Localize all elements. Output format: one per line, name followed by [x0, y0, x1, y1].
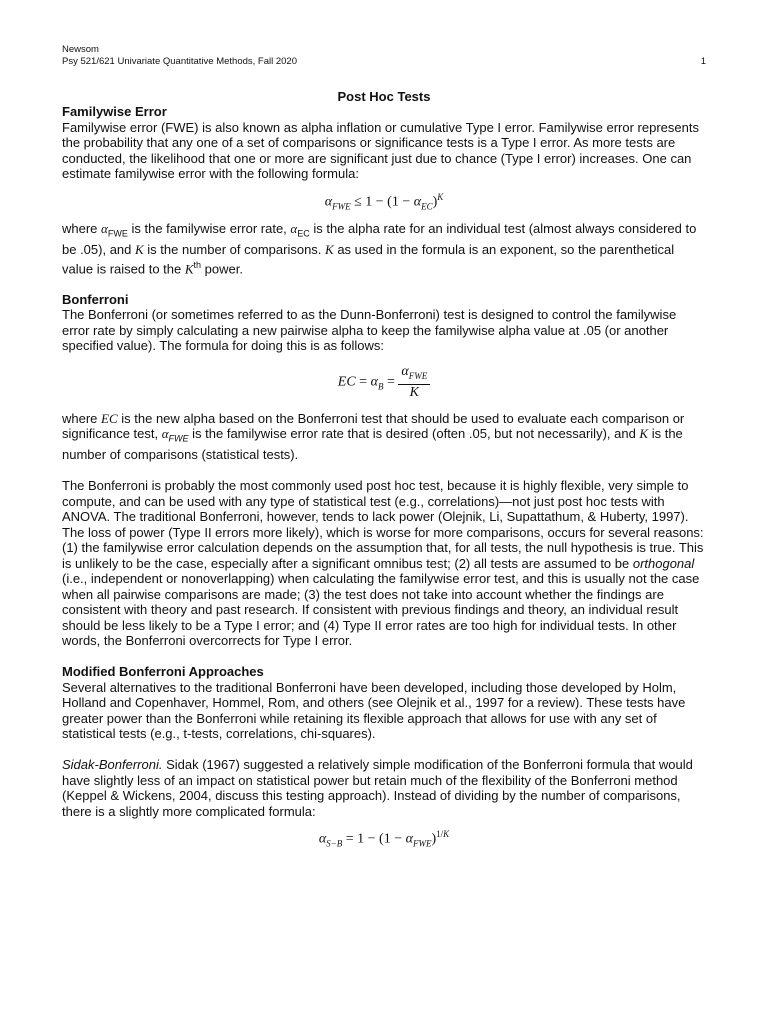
bonferroni-paragraph-3: The Bonferroni is probably the most commonly used post hoc test, because it is highly flexible, very simple to compute, and can be used with any type of statistical test (e.g., correlations)—not just post hoc tests with ANOVA. The traditional Bonferroni, however, tends to lack power (Olejnik, Li, Supattathum, & Huberty, 1997). The loss of power (Type II errors more likely), which is worse for more comparisons, occurs for several reasons: (1) the familywise error calculation depends on the assumption that, for all tests, the null hypothesis is true. This is unlikely to be the case, especially after a significant omnibus test; (2) all tests are assumed to be orthogonal (i.e., independent or nonoverlapping) when calculating the familywise error test, and this is usually not the case when all pairwise comparisons are made; (3) the test does not take into account whether the findings are consistent with theory and past research. If consistent with previous findings and theory, an individual result should be less likely to be a Type I error; and (4) Type II error rates are too high for individual tests. In other words, the Bonferroni overcorrects for Type I error.	[62, 478, 704, 649]
formula-sidak: $\alpha_{S-B} = 1 - (1 - \alpha_{FWE})^{1/K}$	[318, 829, 450, 849]
page-number: 1	[700, 56, 706, 67]
heading-modified-bonferroni: Modified Bonferroni Approaches	[62, 664, 264, 680]
formula-bonferroni: EC = $\alpha_B$ = $\frac{\alpha_{FWE}}{K}$	[62, 364, 706, 401]
modified-paragraph-1: Several alternatives to the traditional Bonferroni have been developed, including those developed by Holm, Holland and Copenhaver, Hommel, Rom, and others (see Olejnik et al., 1997 for a review). These tests have greater power than the Bonferroni while retaining its flexible approach that allows for use with any set of statistical tests (e.g., t-tests, correlations, chi-squares).	[62, 679, 686, 742]
header-author: Newsom	[62, 44, 99, 55]
heading-bonferroni: Bonferroni	[62, 291, 129, 307]
formula-fwe: $\alpha_{FWE} \le 1 - (1 - \alpha_{EC})^K$	[324, 191, 444, 211]
document-page	[62, 44, 706, 859]
heading-familywise-error: Familywise Error	[62, 104, 167, 119]
fwe-paragraph-2: where $\alpha_{FWE}$ is the familywise error rate, $\alpha_{EC}$ is the alpha rate for an individual test (almost always considered to be .05), and K is the number of comparisons. K as used in the formula is an exponent, so the parenthetical value is raised to the $K^{th}$ power.	[62, 220, 697, 276]
sidak-paragraph: Sidak-Bonferroni. Sidak (1967) suggested a relatively simple modification of the Bonferroni formula that would have slightly less of an impact on statistical power but retain much of the flexibility of the Bonferroni method (Keppel & Wickens, 2004, discuss this testing approach). Instead of dividing by the number of comparisons, there is a slightly more complicated formula:	[62, 757, 693, 819]
document-title: Post Hoc Tests	[337, 89, 431, 104]
bonferroni-paragraph-1: The Bonferroni (or sometimes referred to as the Dunn-Bonferroni) test is designed to control the familywise error rate by simply calculating a new pairwise alpha to keep the familywise alpha value at .05 (or another specified value). The formula for doing this is as follows:	[62, 307, 677, 354]
bonferroni-paragraph-2: where EC is the new alpha based on the Bonferroni test that should be used to evaluate each comparison or significance test, $\alpha_{FWE}$ is the familywise error rate that is desired (often .05, but not necessarily), and K is the number of comparisons (statistical tests).	[62, 410, 685, 463]
fwe-paragraph-1: Familywise error (FWE) is also known as alpha inflation or cumulative Type I error. Familywise error represents the probability that any one of a set of comparisons or significance tests is a Type I error. As more tests are conducted, the likelihood that one or more are significant just due to chance (Type I error) increases. One can estimate familywise error with the following formula:	[62, 119, 699, 181]
sidak-label: Sidak-Bonferroni.	[62, 757, 163, 773]
running-header	[62, 44, 706, 68]
header-course: Psy 521/621 Univariate Quantitative Methods, Fall 2020	[62, 56, 297, 67]
